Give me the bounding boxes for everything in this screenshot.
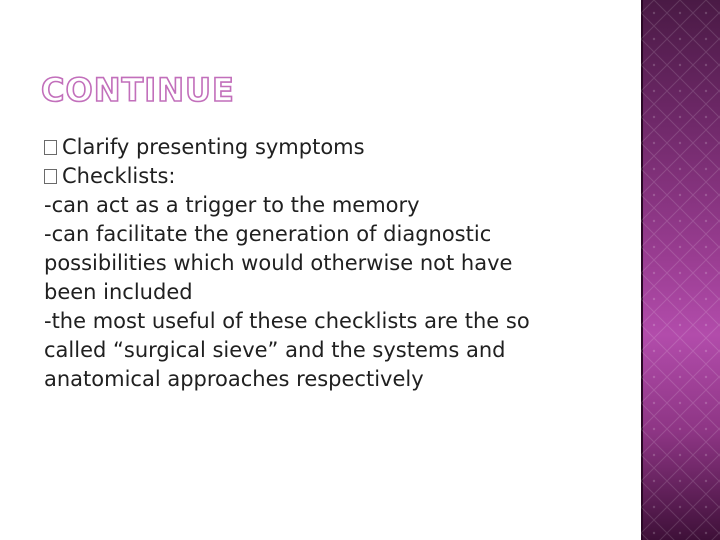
slide-body xyxy=(44,133,604,394)
bullet-item xyxy=(44,133,604,162)
body-line: called “surgical sieve” and the systems and xyxy=(44,338,506,362)
bullet-item xyxy=(44,162,604,191)
body-line: -can facilitate the generation of diagnostic xyxy=(44,222,492,246)
decorative-side-panel xyxy=(641,0,720,540)
body-line: -the most useful of these checklists are the so xyxy=(44,309,530,333)
body-line: -can act as a trigger to the memory xyxy=(44,193,420,217)
body-line: been included xyxy=(44,280,193,304)
diamond-pattern xyxy=(641,0,720,540)
body-line: anatomical approaches respectively xyxy=(44,367,424,391)
slide-title: CONTINUE xyxy=(41,71,235,109)
bullet-text: Clarify presenting symptoms xyxy=(62,135,365,159)
body-line: possibilities which would otherwise not have xyxy=(44,251,513,275)
checkbox-bullet-icon xyxy=(44,169,57,184)
checkbox-bullet-icon xyxy=(44,140,57,155)
bullet-text: Checklists: xyxy=(62,164,176,188)
